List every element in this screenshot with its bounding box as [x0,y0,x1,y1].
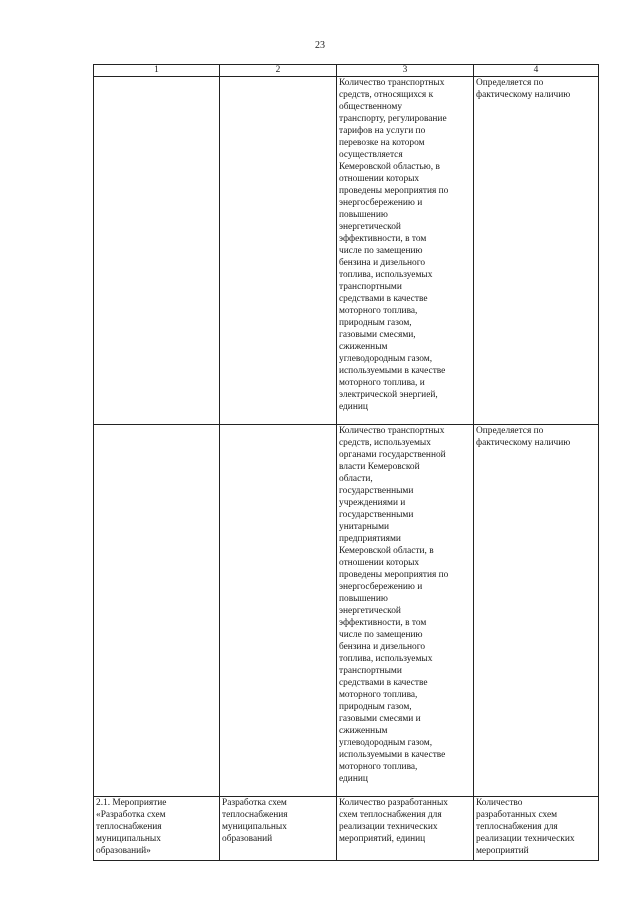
cell-text: 2.1. Мероприятие «Разработка схем теплоснабжения муниципальных образований» [96,798,167,856]
cell-text: Разработка схем теплоснабжения муниципальных образований [222,798,288,844]
table-cell-col3 [337,797,474,861]
table-cell-col1 [94,77,220,425]
table-cell-col4 [474,77,599,425]
column-header-4: 4 [474,65,599,77]
cell-text: Количество разработанных схем теплоснабжения для реализации технических мероприятий, единиц [339,798,448,844]
table-cell-col2 [220,797,337,861]
document-table [93,64,599,861]
cell-text: Количество разработанных схем теплоснабжения для реализации технических мероприятий [476,798,575,856]
table-row [94,797,599,861]
table-cell-col3 [337,425,474,797]
table-row [94,425,599,797]
table-cell-col1 [94,797,220,861]
table-row [94,77,599,425]
table-cell-col2 [220,425,337,797]
table-cell-col4 [474,797,599,861]
column-header-2: 2 [220,65,337,77]
table-header-row [94,65,599,77]
table-cell-col2 [220,77,337,425]
table-cell-col1 [94,425,220,797]
column-header-3: 3 [337,65,474,77]
cell-text: Определяется по фактическому наличию [476,426,571,448]
table-cell-col3 [337,77,474,425]
page-number: 23 [315,40,325,51]
cell-text: Количество транспортных средств, используемых органами государственной власти Кемеровской области, государственными учреждениями и государственными унитарными предприятиями Кемеровской области, в отношении которых проведены мероприятия по энергосбережению и повышению энергетической эффективности, в том числе по замещению бензина и дизельного топлива, используемых транспортными средствами в качестве моторного топлива, природным газом, газовыми смесями и сжиженным углеводородным газом, используемыми в качестве моторного топлива, единиц [339,426,449,784]
column-header-1: 1 [94,65,220,77]
cell-text: Определяется по фактическому наличию [476,78,571,100]
cell-text: Количество транспортных средств, относящихся к общественному транспорту, регулирование тарифов на услуги по перевозке на котором осуществляется Кемеровской областью, в отношении которых проведены мероприятия по энергосбережению и повышению энергетической эффективности, в том числе по замещению бензина и дизельного топлива, используемых транспортными средствами в качестве моторного топлива, природным газом, газовыми смесями, сжиженным углеводородным газом, используемыми в качестве моторного топлива, и электрической энергией, единиц [339,78,449,412]
table-cell-col4 [474,425,599,797]
